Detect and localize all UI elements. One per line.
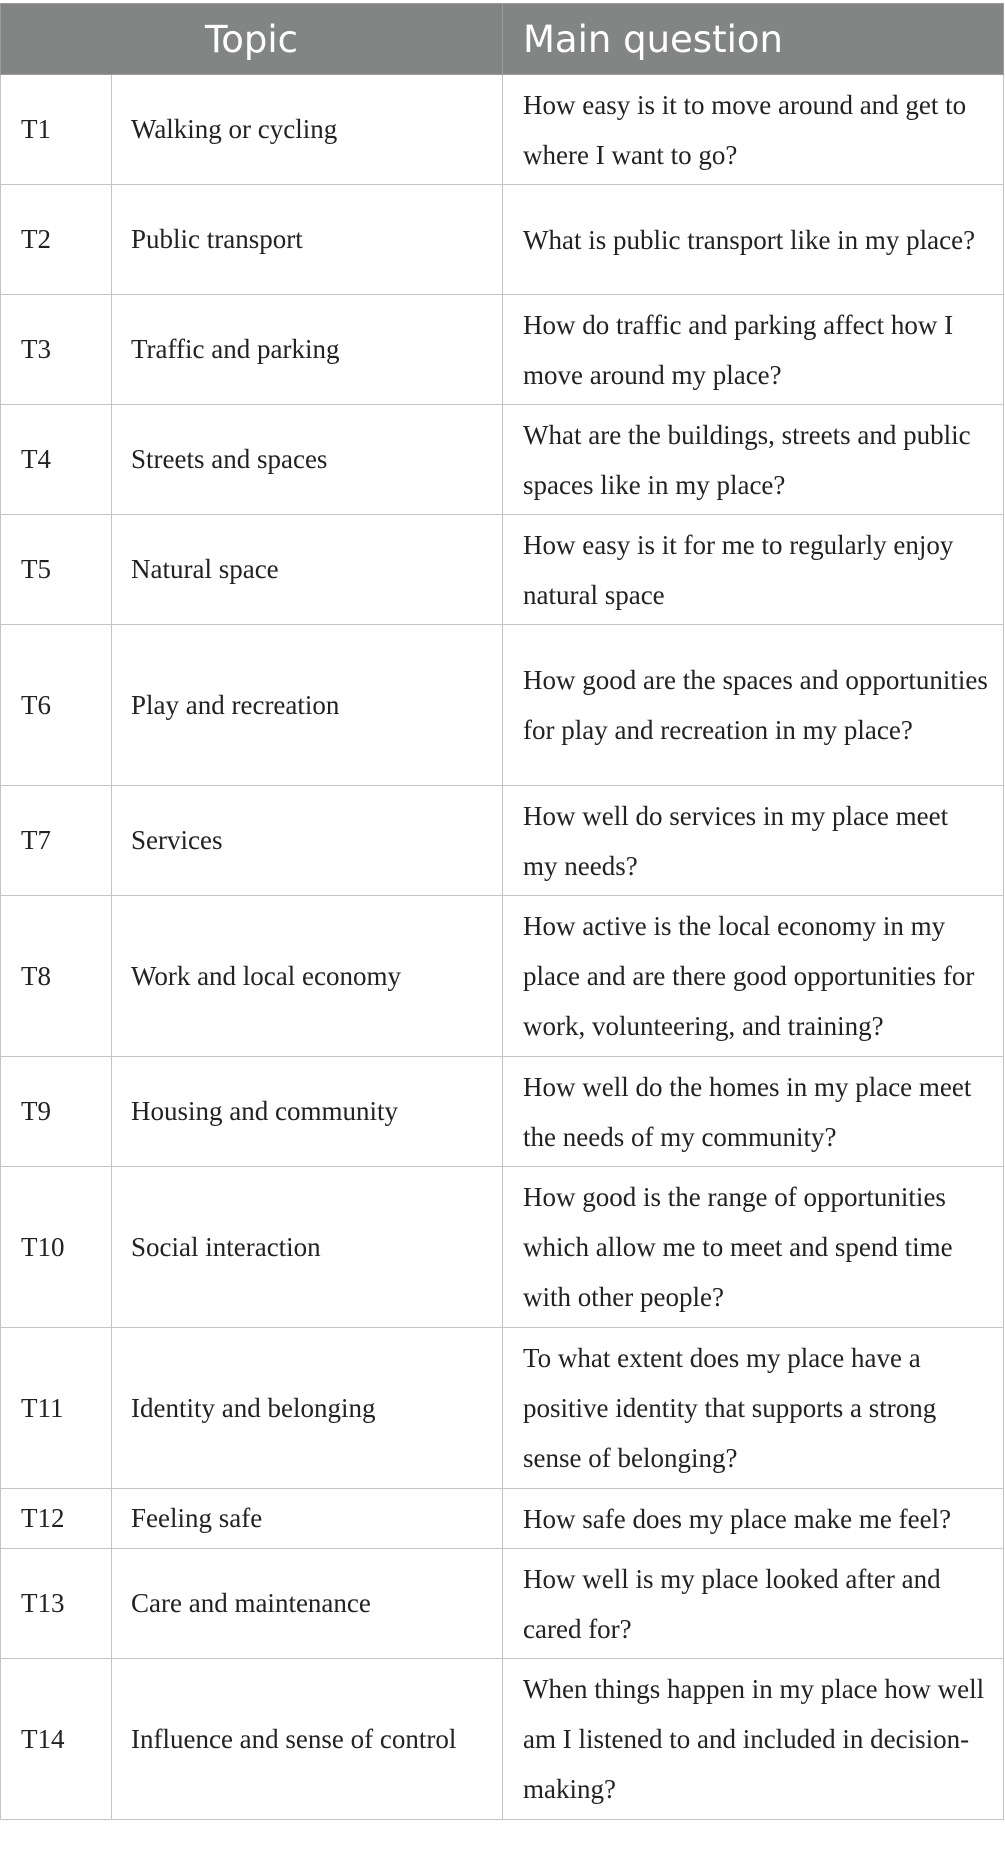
main-question: How good are the spaces and opportunities for play and recreation in my place?: [503, 625, 1004, 786]
header-main-question: Main question: [503, 4, 1004, 75]
table-row: [1, 625, 1004, 786]
table-row: [1, 1489, 1004, 1549]
table-row: [1, 185, 1004, 295]
header-topic: Topic: [1, 4, 503, 75]
topic-id: T12: [1, 1489, 112, 1549]
topic-id: T5: [1, 515, 112, 625]
topic-name: Work and local economy: [112, 896, 503, 1057]
table-row: [1, 515, 1004, 625]
topic-name: Natural space: [112, 515, 503, 625]
main-question: When things happen in my place how well am I listened to and included in decision-making?: [503, 1659, 1004, 1820]
topic-id: T13: [1, 1549, 112, 1659]
topic-id: T3: [1, 295, 112, 405]
table-row: [1, 786, 1004, 896]
topic-name: Public transport: [112, 185, 503, 295]
topic-name: Social interaction: [112, 1167, 503, 1328]
topic-id: T7: [1, 786, 112, 896]
topic-name: Services: [112, 786, 503, 896]
main-question: How easy is it for me to regularly enjoy natural space: [503, 515, 1004, 625]
table-row: [1, 295, 1004, 405]
main-question: To what extent does my place have a positive identity that supports a strong sense of belonging?: [503, 1328, 1004, 1489]
main-question: How easy is it to move around and get to where I want to go?: [503, 75, 1004, 185]
table-row: [1, 75, 1004, 185]
place-standard-table: [0, 3, 1004, 1820]
topic-name: Influence and sense of control: [112, 1659, 503, 1820]
table-row: [1, 405, 1004, 515]
topic-id: T9: [1, 1057, 112, 1167]
main-question: How safe does my place make me feel?: [503, 1489, 1004, 1549]
topic-id: T10: [1, 1167, 112, 1328]
main-question: How good is the range of opportunities which allow me to meet and spend time with other people?: [503, 1167, 1004, 1328]
topic-name: Walking or cycling: [112, 75, 503, 185]
table-row: [1, 1659, 1004, 1820]
table-row: [1, 1167, 1004, 1328]
topic-id: T8: [1, 896, 112, 1057]
topic-name: Feeling safe: [112, 1489, 503, 1549]
topic-name: Housing and community: [112, 1057, 503, 1167]
main-question: What are the buildings, streets and public spaces like in my place?: [503, 405, 1004, 515]
topic-name: Play and recreation: [112, 625, 503, 786]
topic-name: Care and maintenance: [112, 1549, 503, 1659]
topic-id: T1: [1, 75, 112, 185]
topic-id: T14: [1, 1659, 112, 1820]
topic-id: T2: [1, 185, 112, 295]
topic-name: Streets and spaces: [112, 405, 503, 515]
main-question: How well do services in my place meet my needs?: [503, 786, 1004, 896]
main-question: What is public transport like in my place?: [503, 185, 1004, 295]
topic-name: Identity and belonging: [112, 1328, 503, 1489]
table-row: [1, 1549, 1004, 1659]
table-row: [1, 896, 1004, 1057]
header-row: [1, 4, 1004, 75]
main-question: How active is the local economy in my place and are there good opportunities for work, volunteering, and training?: [503, 896, 1004, 1057]
topic-id: T11: [1, 1328, 112, 1489]
main-question: How well is my place looked after and cared for?: [503, 1549, 1004, 1659]
topic-id: T6: [1, 625, 112, 786]
main-question: How well do the homes in my place meet the needs of my community?: [503, 1057, 1004, 1167]
topic-id: T4: [1, 405, 112, 515]
topic-name: Traffic and parking: [112, 295, 503, 405]
table-row: [1, 1057, 1004, 1167]
table-row: [1, 1328, 1004, 1489]
main-question: How do traffic and parking affect how I move around my place?: [503, 295, 1004, 405]
